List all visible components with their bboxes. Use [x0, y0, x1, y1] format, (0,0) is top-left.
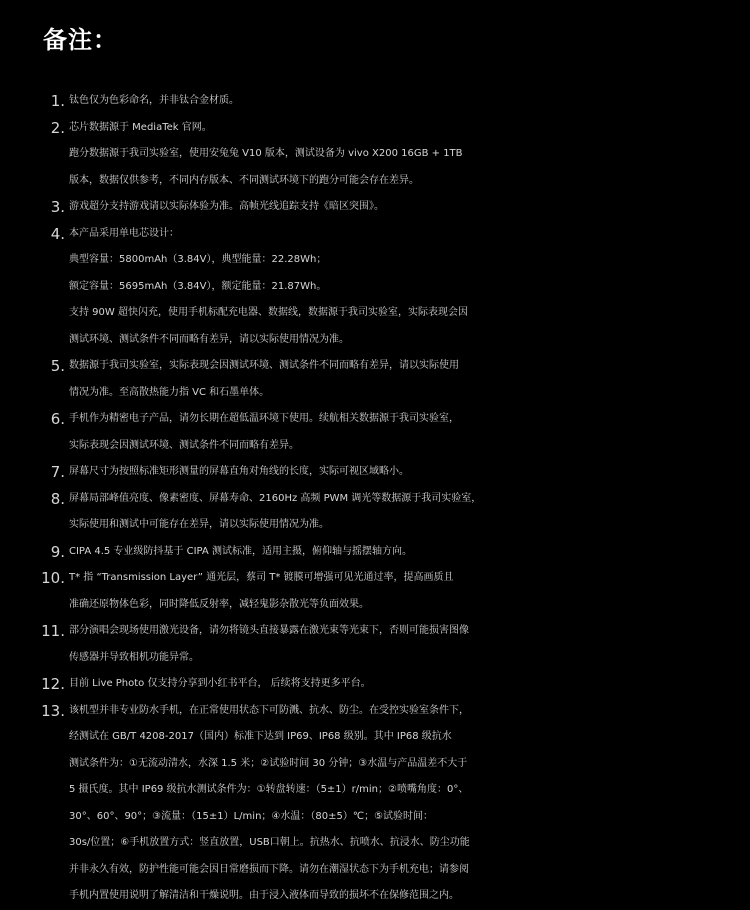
note-number: 2. [50, 118, 65, 137]
note-line: 30°、60°、90°；③流量：（15±1）L/min；④水温：（80±5）℃；⑤试验时间： [69, 810, 434, 822]
note-number: 6. [50, 410, 65, 428]
note-number: 5. [50, 357, 65, 375]
note-line: 并非永久有效，防护性能可能会因日常磨损而下降。请勿在潮湿状态下为手机充电；请参阅 [69, 863, 469, 875]
note-line: 测试条件为：①无流动清水，水深 1.5 米；②试验时间 30 分钟；③水温与产品温差不大于 [69, 757, 468, 769]
note-line: 数据源于我司实验室，实际表现会因测试环境、测试条件不同而略有差异，请以实际使用 [69, 360, 459, 371]
note-line: 部分演唱会现场使用激光设备，请勿将镜头直接暴露在激光束等光束下，否则可能损害图像 [69, 625, 469, 636]
note-item-1 [0, 88, 750, 115]
note-number: 3. [50, 198, 65, 216]
note-line: 版本，数据仅供参考，不同内存版本、不同测试环境下的跑分可能会存在差异。 [69, 174, 419, 186]
note-item-13 [0, 698, 750, 910]
note-number: 12. [41, 675, 65, 693]
note-item-7 [0, 459, 750, 486]
note-text [69, 459, 750, 486]
note-text [69, 539, 750, 566]
note-item-5 [0, 353, 750, 406]
note-number: 8. [50, 489, 65, 508]
note-line: 手机作为精密电子产品，请勿长期在超低温环境下使用。续航相关数据源于我司实验室， [69, 413, 459, 424]
note-line: 该机型并非专业防水手机，在正常使用状态下可防溅、抗水、防尘。在受控实验室条件下， [69, 704, 469, 716]
note-line: 准确还原物体色彩，同时降低反射率，减轻鬼影杂散光等负面效果。 [69, 598, 369, 610]
note-line: 实际表现会因测试环境、测试条件不同而略有差异。 [69, 439, 299, 451]
note-line: 跑分数据源于我司实验室，使用安兔兔 V10 版本，测试设备为 vivo X200 16GB + 1TB [69, 148, 463, 159]
note-number: 4. [50, 224, 65, 243]
note-line: 传感器并导致相机功能异常。 [69, 651, 199, 663]
note-number: 13. [41, 701, 65, 720]
note-number: 7. [50, 463, 65, 481]
note-line: 屏幕尺寸为按照标准矩形测量的屏幕直角对角线的长度，实际可视区域略小。 [69, 466, 409, 477]
note-line: 30s/位置；⑥手机放置方式：竖直放置，USB口朝上。抗热水、抗喷水、抗浸水、防尘功能 [69, 837, 470, 848]
note-item-9 [0, 539, 750, 566]
note-text [69, 486, 750, 539]
note-line: 情况为准。至高散热能力指 VC 和石墨单体。 [69, 386, 270, 398]
note-item-2 [0, 115, 750, 195]
note-text [69, 194, 750, 221]
note-text [69, 618, 750, 671]
note-line: CIPA 4.5 专业级防抖基于 CIPA 测试标准，适用主摄，俯仰轴与摇摆轴方向。 [69, 545, 412, 557]
note-item-3 [0, 194, 750, 221]
note-number: 11. [41, 622, 65, 640]
note-line: 芯片数据源于 MediaTek 官网。 [69, 121, 212, 133]
notes-list [0, 88, 750, 910]
note-line: 测试环境、测试条件不同而略有差异，请以实际使用情况为准。 [69, 333, 349, 345]
note-line: 手机内置使用说明了解清洁和干燥说明。由于浸入液体而导致的损坏不在保修范围之内。 [69, 890, 459, 901]
note-item-10 [0, 565, 750, 618]
note-text [69, 565, 750, 618]
note-text [69, 88, 750, 115]
note-line: 屏幕局部峰值亮度、像素密度、屏幕寿命、2160Hz 高频 PWM 调光等数据源于我司实验室， [69, 492, 482, 504]
note-text [69, 698, 750, 910]
note-line: 典型容量：5800mAh（3.84V），典型能量：22.28Wh； [69, 254, 327, 265]
note-line: 5 摄氏度。其中 IP69 级抗水测试条件为：①转盘转速：（5±1）r/min；②喷嘴角度：0°、 [69, 784, 469, 795]
note-item-8 [0, 486, 750, 539]
note-text [69, 221, 750, 354]
note-line: 额定容量：5695mAh（3.84V），额定能量：21.87Wh。 [69, 280, 327, 292]
note-line: 钛色仅为色彩命名，并非钛合金材质。 [69, 95, 239, 106]
note-text [69, 671, 750, 698]
note-text [69, 406, 750, 459]
page-title: 备注： [43, 26, 118, 54]
note-number: 10. [41, 569, 65, 587]
note-item-4 [0, 221, 750, 354]
note-line: T* 指 “Transmission Layer” 通光层，蔡司 T* 镀膜可增强可见光通过率，提高画质且 [69, 572, 454, 583]
note-line: 本产品采用单电芯设计： [69, 227, 179, 239]
note-line: 目前 Live Photo 仅支持分享到小红书平台， 后续将支持更多平台。 [69, 678, 371, 689]
note-item-11 [0, 618, 750, 671]
note-line: 支持 90W 超快闪充，使用手机标配充电器、数据线，数据源于我司实验室，实际表现会因 [69, 307, 468, 318]
note-item-6 [0, 406, 750, 459]
note-item-12 [0, 671, 750, 698]
note-text [69, 353, 750, 406]
note-line: 游戏超分支持游戏请以实际体验为准。高帧光线追踪支持《暗区突围》。 [69, 201, 384, 212]
note-number: 9. [50, 542, 65, 561]
note-line: 实际使用和测试中可能存在差异，请以实际使用情况为准。 [69, 519, 329, 530]
note-number: 1. [50, 92, 65, 110]
note-text [69, 115, 750, 195]
note-line: 经测试在 GB/T 4208-2017（国内）标准下达到 IP69、IP68 级别。其中 IP68 级抗水 [69, 731, 452, 742]
